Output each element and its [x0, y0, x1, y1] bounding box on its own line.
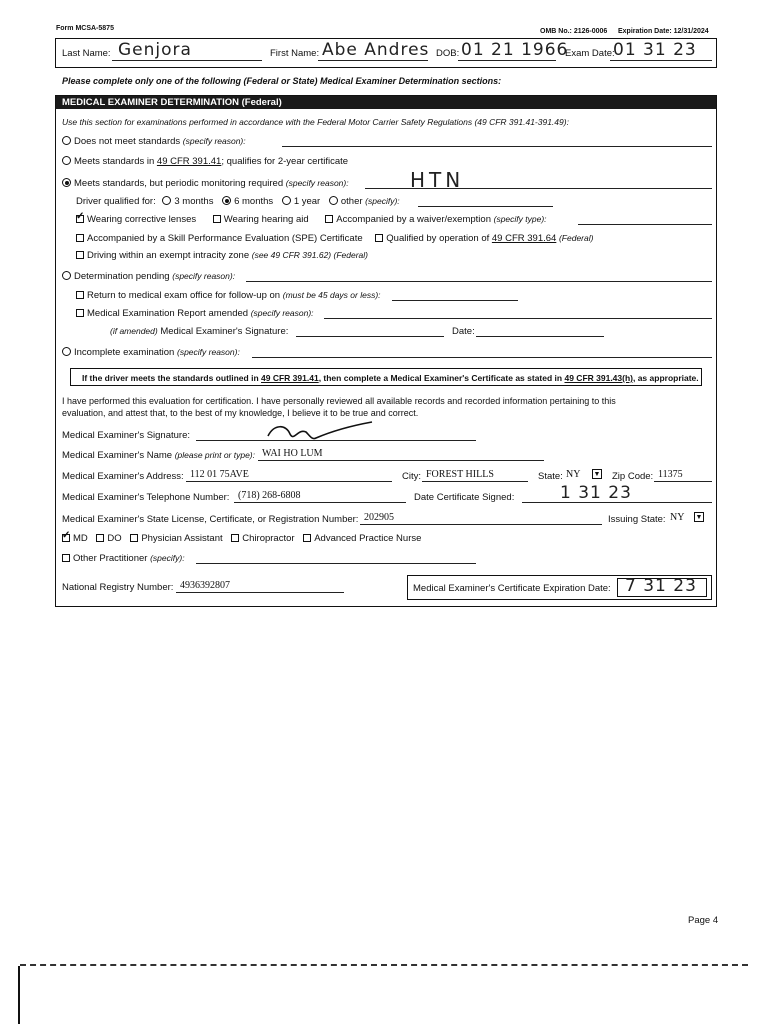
instruction-text: Please complete only one of the following (Federal or State) Medical Examiner Determination sections: — [62, 76, 502, 86]
dob-label: DOB: — [436, 48, 460, 59]
city-label: City: — [402, 471, 421, 482]
radio-3-months[interactable] — [162, 196, 171, 205]
amended-signature-row: (if amended) Medical Examiner's Signature: — [110, 326, 289, 337]
registry-label: National Registry Number: — [62, 582, 174, 593]
scan-edge-vertical — [18, 966, 20, 1024]
section-usage-text: Use this section for examinations performed in accordance with the Federal Motor Carrier Safety Regulations (49 CFR 391.41-391.49): — [62, 117, 569, 127]
option-incomplete-exam[interactable]: Incomplete examination (specify reason): — [62, 347, 240, 358]
issuing-state-dropdown-icon[interactable]: ▼ — [695, 514, 703, 521]
first-name-value[interactable]: Abe Andres — [322, 40, 430, 60]
notice-text: If the driver meets the standards outlined in 49 CFR 391.41, then complete a Medical Examiner's Certificate as stated in 49 CFR 391.43(h), as appropriate. — [82, 373, 699, 383]
report-amended-row: Medical Examination Report amended (specify reason): — [76, 308, 314, 319]
license-label: Medical Examiner's State License, Certificate, or Registration Number: — [62, 514, 359, 525]
checkbox-chiropractor[interactable] — [231, 534, 239, 542]
scan-edge-line — [20, 964, 748, 966]
checkbox-corrective-lenses[interactable] — [76, 215, 84, 223]
certificate-expiration-value[interactable]: 7 31 23 — [625, 576, 697, 596]
city-value[interactable]: FOREST HILLS — [426, 469, 494, 480]
intracity-row: Driving within an exempt intracity zone (see 49 CFR 391.62) (Federal) — [76, 250, 368, 261]
checkbox-return-followup[interactable] — [76, 291, 84, 299]
license-value[interactable]: 202905 — [364, 512, 394, 523]
lenses-row: ✓Wearing corrective lenses Wearing hearing aid Accompanied by a waiver/exemption (specify type): — [76, 214, 547, 225]
radio-does-not-meet[interactable] — [62, 136, 71, 145]
checkbox-hearing-aid[interactable] — [213, 215, 221, 223]
checkbox-md[interactable] — [62, 534, 70, 542]
other-practitioner-row: Other Practitioner (specify): — [62, 553, 185, 564]
checkbox-advanced-practice-nurse[interactable] — [303, 534, 311, 542]
zip-value[interactable]: 11375 — [658, 469, 683, 480]
spe-row: Accompanied by a Skill Performance Evaluation (SPE) Certificate Qualified by operation of 49 CFR 391.64 (Federal) — [76, 233, 593, 244]
telephone-label: Medical Examiner's Telephone Number: — [62, 492, 230, 503]
radio-6-months[interactable] — [222, 196, 231, 205]
last-name-label: Last Name: — [62, 48, 111, 59]
section-title: MEDICAL EXAMINER DETERMINATION (Federal) — [62, 97, 282, 108]
state-dropdown-icon[interactable]: ▼ — [593, 471, 601, 478]
option-meets-standards[interactable]: Meets standards in 49 CFR 391.41; qualifies for 2-year certificate — [62, 156, 348, 167]
telephone-value[interactable]: (718) 268-6808 — [238, 490, 301, 501]
driver-qualified-row: Driver qualified for: 3 months 6 months 1 year other (specify): — [76, 196, 400, 207]
dob-value[interactable]: 01 21 1966 — [461, 40, 569, 60]
radio-1-year[interactable] — [282, 196, 291, 205]
radio-determination-pending[interactable] — [62, 271, 71, 280]
page-number: Page 4 — [688, 915, 719, 926]
attestation-line-1: I have performed this evaluation for certification. I have personally reviewed all available records and recorded information pertaining to this — [62, 396, 616, 406]
certificate-expiration-label: Medical Examiner's Certificate Expiration Date: — [413, 583, 611, 594]
checkbox-report-amended[interactable] — [76, 309, 84, 317]
option-determination-pending[interactable]: Determination pending (specify reason): — [62, 271, 235, 282]
examiner-address-value[interactable]: 112 01 75AVE — [190, 469, 249, 480]
radio-meets-standards[interactable] — [62, 156, 71, 165]
issuing-state-label: Issuing State: — [608, 514, 666, 525]
last-name-value[interactable]: Genjora — [118, 40, 192, 60]
state-value[interactable]: NY — [566, 469, 581, 480]
practitioner-type-row: ✓MD DO Physician Assistant Chiropractor Advanced Practice Nurse — [62, 533, 421, 544]
checkbox-physician-assistant[interactable] — [130, 534, 138, 542]
radio-other-period[interactable] — [329, 196, 338, 205]
examiner-address-label: Medical Examiner's Address: — [62, 471, 184, 482]
checkbox-do[interactable] — [96, 534, 104, 542]
checkbox-waiver[interactable] — [325, 215, 333, 223]
date-signed-value[interactable]: 1 31 23 — [560, 483, 632, 503]
checkbox-other-practitioner[interactable] — [62, 554, 70, 562]
first-name-label: First Name: — [270, 48, 320, 59]
radio-incomplete-exam[interactable] — [62, 347, 71, 356]
attestation-line-2: evaluation, and attest that, to the best of my knowledge, I believe it to be true and correct. — [62, 408, 419, 418]
examiner-signature-label: Medical Examiner's Signature: — [62, 430, 191, 441]
checkbox-spe-certificate[interactable] — [76, 234, 84, 242]
zip-label: Zip Code: — [612, 471, 654, 482]
amended-date-label: Date: — [452, 326, 475, 337]
radio-periodic-monitoring[interactable] — [62, 178, 71, 187]
date-signed-label: Date Certificate Signed: — [414, 492, 515, 503]
form-id: Form MCSA-5875 — [56, 25, 114, 32]
form-expiration: Expiration Date: 12/31/2024 — [618, 28, 709, 35]
checkbox-qualified-by-operation[interactable] — [375, 234, 383, 242]
checkbox-intracity-zone[interactable] — [76, 251, 84, 259]
return-followup-row: Return to medical exam office for follow-up on (must be 45 days or less): — [76, 290, 381, 301]
omb-number: OMB No.: 2126-0006 — [540, 28, 608, 35]
option-does-not-meet[interactable]: Does not meet standards (specify reason): — [62, 136, 246, 147]
option-periodic-monitoring[interactable]: Meets standards, but periodic monitoring required (specify reason): — [62, 178, 349, 189]
state-label: State: — [538, 471, 563, 482]
registry-value[interactable]: 4936392807 — [180, 580, 230, 591]
exam-date-label: Exam Date: — [565, 48, 615, 59]
issuing-state-value[interactable]: NY — [670, 512, 685, 523]
exam-date-value[interactable]: 01 31 23 — [613, 40, 697, 60]
examiner-name-label: Medical Examiner's Name (please print or type): — [62, 450, 256, 461]
monitoring-reason-value[interactable]: HTN — [410, 168, 465, 192]
examiner-name-value[interactable]: WAI HO LUM — [262, 448, 323, 459]
